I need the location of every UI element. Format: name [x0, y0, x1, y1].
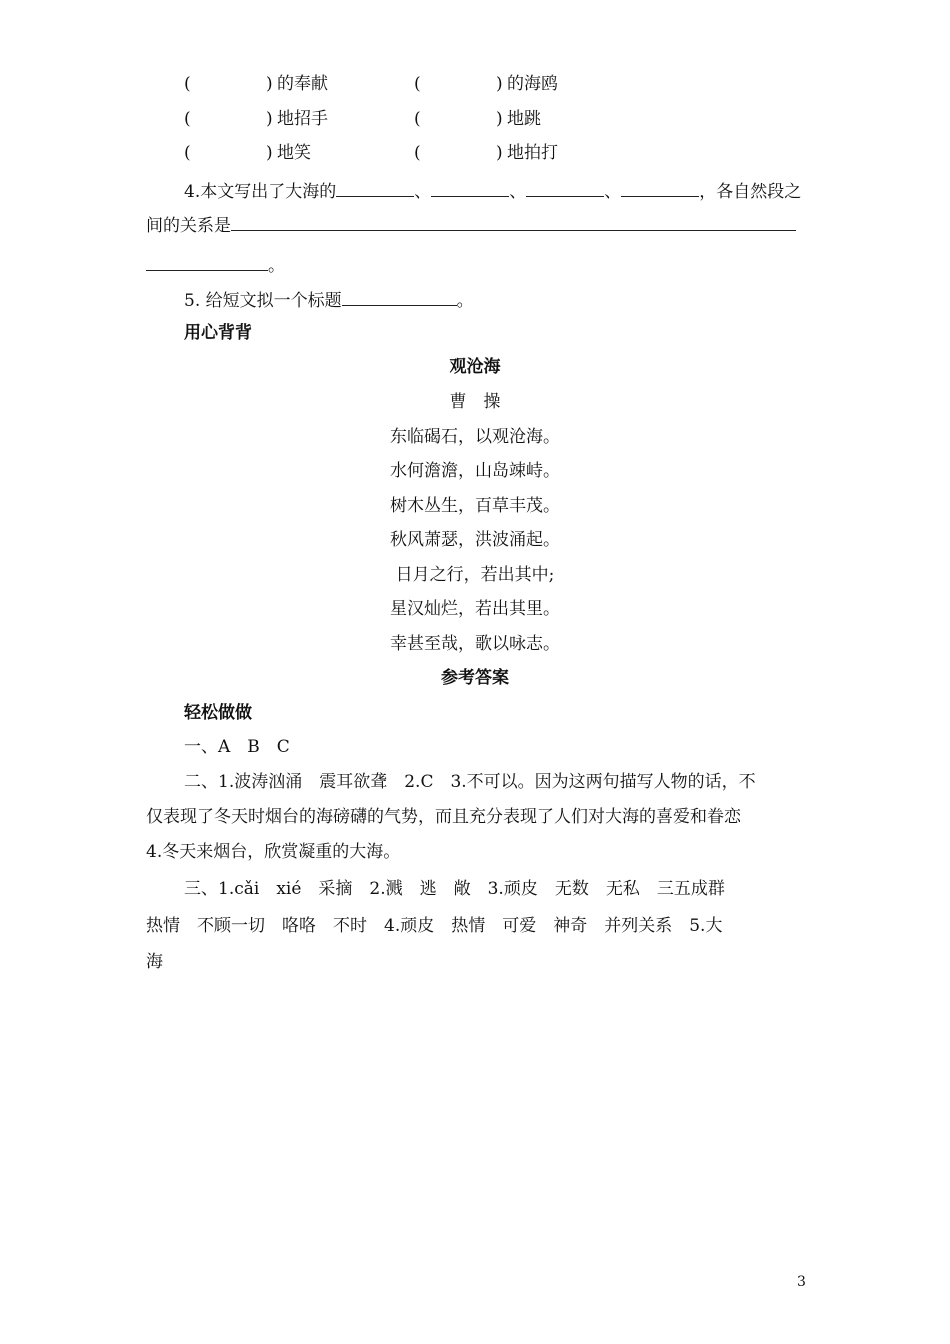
question-4-line-1 [184, 179, 801, 204]
close-paren: ) [496, 143, 503, 163]
open-paren: ( [414, 109, 421, 129]
q5-prefix: 5. 给短文拟一个标题 [184, 291, 342, 311]
fill-text: 地笑 [277, 143, 311, 163]
poem-line: 幸甚至哉，歌以咏志。 [390, 634, 560, 654]
answer-blank[interactable] [231, 213, 796, 231]
close-paren: ) [266, 74, 273, 94]
answer-3-line-3: 海 [146, 952, 163, 972]
open-paren: ( [414, 143, 421, 163]
fill-text: 地跳 [507, 109, 541, 129]
poem-line: 水何澹澹，山岛竦峙。 [390, 461, 560, 481]
fill-text: 地招手 [277, 109, 328, 129]
close-paren: ) [266, 109, 273, 129]
section-heading-easy: 轻松做做 [184, 703, 252, 723]
fill-text: 的奉献 [277, 74, 328, 94]
answer-3-line-2: 热情 不顾一切 咯咯 不时 4.顽皮 热情 可爱 神奇 并列关系 5.大 [146, 916, 723, 936]
close-paren: ) [496, 74, 503, 94]
q4-sep: 、 [509, 182, 527, 202]
answer-blank[interactable] [146, 253, 268, 271]
answer-blank[interactable] [621, 179, 699, 197]
answer-blank[interactable] [342, 288, 457, 306]
q4-sep: 、 [604, 182, 622, 202]
open-paren: ( [184, 74, 191, 94]
poem-line: 东临碣石，以观沧海。 [390, 427, 560, 447]
q4-prefix: 4.本文写出了大海的 [184, 182, 337, 202]
answer-2-line-2: 仅表现了冬天时烟台的海磅礴的气势，而且充分表现了人们对大海的喜爱和眷恋 [146, 807, 741, 827]
q4-suffix: ，各自然段之 [699, 182, 802, 202]
page-number: 3 [797, 1274, 806, 1290]
answer-blank[interactable] [336, 179, 414, 197]
answer-1: 一、A B C [184, 737, 290, 757]
answer-blank[interactable] [431, 179, 509, 197]
answer-2-line-3: 4.冬天来烟台，欣赏凝重的大海。 [146, 842, 401, 862]
answer-3-line-1: 三、1.cǎi xié 采摘 2.溅 逃 敞 3.顽皮 无数 无私 三五成群 [184, 879, 725, 899]
section-heading-recite: 用心背背 [184, 323, 252, 343]
poem-line: 秋风萧瑟，洪波涌起。 [390, 530, 560, 550]
answer-blank[interactable] [526, 179, 604, 197]
poem-author: 曹 操 [449, 392, 501, 412]
question-5 [184, 288, 474, 313]
open-paren: ( [184, 143, 191, 163]
poem-title: 观沧海 [449, 357, 501, 377]
open-paren: ( [184, 109, 191, 129]
fill-text: 的海鸥 [507, 74, 558, 94]
poem-line: 树木丛生，百草丰茂。 [390, 496, 560, 516]
open-paren: ( [414, 74, 421, 94]
q4-sep: 、 [414, 182, 432, 202]
q5-end: 。 [456, 291, 474, 311]
close-paren: ) [266, 143, 273, 163]
question-4-line-2 [146, 213, 796, 238]
poem-line: 日月之行，若出其中; [395, 565, 555, 585]
fill-text: 地拍打 [507, 143, 558, 163]
answer-2-line-1: 二、1.波涛汹涌 震耳欲聋 2.C 3.不可以。因为这两句描写人物的话，不 [184, 772, 756, 792]
answers-title: 参考答案 [441, 668, 509, 688]
poem-line: 星汉灿烂，若出其里。 [390, 599, 560, 619]
close-paren: ) [496, 109, 503, 129]
question-4-line-3 [146, 253, 285, 278]
q4-end: 。 [268, 256, 285, 276]
q4-line2: 间的关系是 [146, 216, 231, 236]
